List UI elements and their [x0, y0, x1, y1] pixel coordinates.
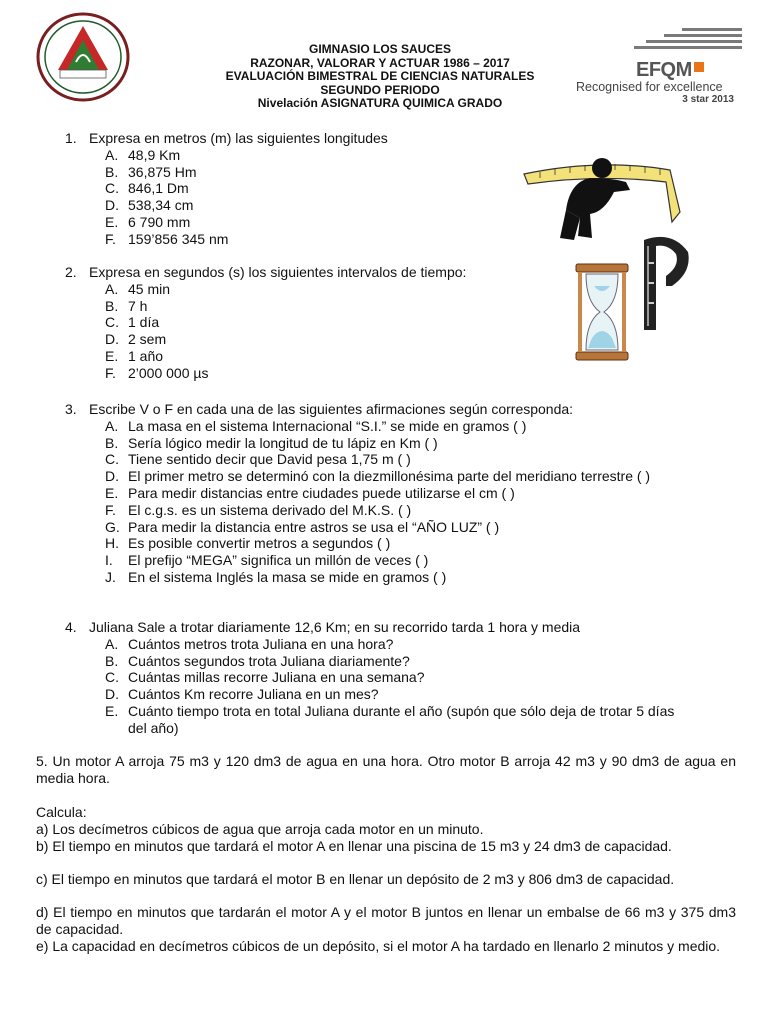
option-list [105, 147, 388, 248]
question-number: 1. [65, 130, 77, 146]
list-item: C. Cuántas millas recorre Juliana en una semana? [105, 669, 425, 686]
exam-subject: Nivelación ASIGNATURA QUIMICA GRADO [257, 96, 503, 110]
document-title-block [200, 43, 560, 111]
list-item: C. 1 día [105, 314, 160, 331]
list-item: E. Cuánto tiempo trota en total Juliana durante el año (supón que sólo deja de trotar 5 días del año) [105, 702, 675, 736]
question-5-item-d: d) El tiempo en minutos que tardarán el motor A y el motor B juntos en llenar un embalse de 66 m3 y 375 dm3 de capacidad. [36, 904, 736, 937]
list-item: E. Para medir distancias entre ciudades puede utilizarse el cm ( ) [105, 484, 515, 501]
list-item: A. La masa en el sistema Internacional “S.I.” se mide en gramos ( ) [105, 417, 527, 434]
school-crest-icon [36, 12, 130, 102]
list-item: C. Tiene sentido decir que David pesa 1,75 m ( ) [105, 451, 411, 468]
question-2 [65, 264, 466, 382]
document-header [0, 0, 768, 120]
question-5-statement: 5. Un motor A arroja 75 m3 y 120 dm3 de agua en una hora. Otro motor B arroja 42 m3 y 90 dm3 de agua en media hora. [36, 753, 736, 786]
question-5-item-e: e) La capacidad en decímetros cúbicos de un depósito, si el motor A ha tardado en llenarlo 2 minutos y medio. [36, 938, 721, 954]
list-item: D. El primer metro se determinó con la diezmillonésima parte del meridiano terrestre ( ) [105, 468, 651, 485]
list-item: I. El prefijo “MEGA” significa un millón de veces ( ) [105, 552, 429, 569]
question-text: Juliana Sale a trotar diariamente 12,6 Km; en su recorrido tarda 1 hora y media [89, 619, 581, 635]
list-item: F. El c.g.s. es un sistema derivado del M.K.S. ( ) [105, 501, 412, 518]
question-text: Expresa en segundos (s) los siguientes intervalos de tiempo: [89, 264, 467, 280]
question-5-item-c: c) El tiempo en minutos que tardará el motor B en llenar un depósito de 2 m3 y 806 dm3 de capacidad. [36, 871, 675, 887]
exam-title: EVALUACIÓN BIMESTRAL DE CIENCIAS NATURALES [225, 69, 535, 83]
question-1 [65, 130, 388, 248]
list-item: D. 2 sem [105, 331, 167, 348]
efqm-bars-icon [634, 28, 742, 52]
question-5-calc-label: Calcula: [36, 804, 87, 820]
efqm-badge [574, 28, 744, 110]
list-item: F. 159’856 345 nm [105, 230, 229, 247]
list-item: D. 538,34 cm [105, 197, 194, 214]
efqm-brand: EFQM [636, 59, 704, 82]
list-item: D. Cuántos Km recorre Juliana en un mes? [105, 686, 379, 703]
list-item: J. En el sistema Inglés la masa se mide en gramos ( ) [105, 568, 447, 585]
list-item: A. 45 min [105, 280, 171, 297]
question-text: Expresa en metros (m) las siguientes longitudes [89, 130, 388, 146]
efqm-tagline: Recognised for excellence [576, 80, 723, 94]
question-5-item-b: b) El tiempo en minutos que tardará el motor A en llenar una piscina de 15 m3 y 24 dm3 de capacidad. [36, 838, 672, 854]
efqm-square-icon [694, 62, 704, 72]
question-number: 2. [65, 264, 77, 280]
school-motto: RAZONAR, VALORAR Y ACTUAR 1986 – 2017 [250, 55, 510, 70]
question-number: 4. [65, 619, 77, 635]
list-item: B. Sería lógico medir la longitud de tu lápiz en Km ( ) [105, 434, 438, 451]
question-4 [65, 619, 695, 737]
list-item: B. 36,875 Hm [105, 163, 197, 180]
list-item: E. 1 año [105, 347, 164, 364]
question-3 [65, 401, 650, 586]
list-item: E. 6 790 mm [105, 213, 191, 230]
question-number: 3. [65, 401, 77, 417]
question-text: Escribe V o F en cada una de las siguientes afirmaciones según corresponda: [89, 401, 574, 417]
list-item: F. 2’000 000 µs [105, 364, 209, 381]
option-list [105, 636, 695, 737]
list-item: H. Es posible convertir metros a segundos ( ) [105, 535, 391, 552]
question-5-item-a: a) Los decímetros cúbicos de agua que arroja cada motor en un minuto. [36, 821, 484, 837]
list-item: G. Para medir la distancia entre astros se usa el “AÑO LUZ” ( ) [105, 518, 500, 535]
efqm-stars: 3 star 2013 [682, 94, 734, 105]
list-item: B. 7 h [105, 297, 148, 314]
list-item: A. 48,9 Km [105, 146, 181, 163]
hourglass-icon [574, 262, 630, 362]
list-item: B. Cuántos segundos trota Juliana diariamente? [105, 652, 410, 669]
school-name: GIMNASIO LOS SAUCES [308, 42, 451, 56]
option-list [105, 418, 650, 586]
caliper-icon [636, 232, 694, 336]
exam-period: SEGUNDO PERIODO [320, 82, 440, 97]
list-item: C. 846,1 Dm [105, 180, 189, 197]
option-list [105, 281, 466, 382]
list-item: A. Cuántos metros trota Juliana en una hora? [105, 635, 394, 652]
